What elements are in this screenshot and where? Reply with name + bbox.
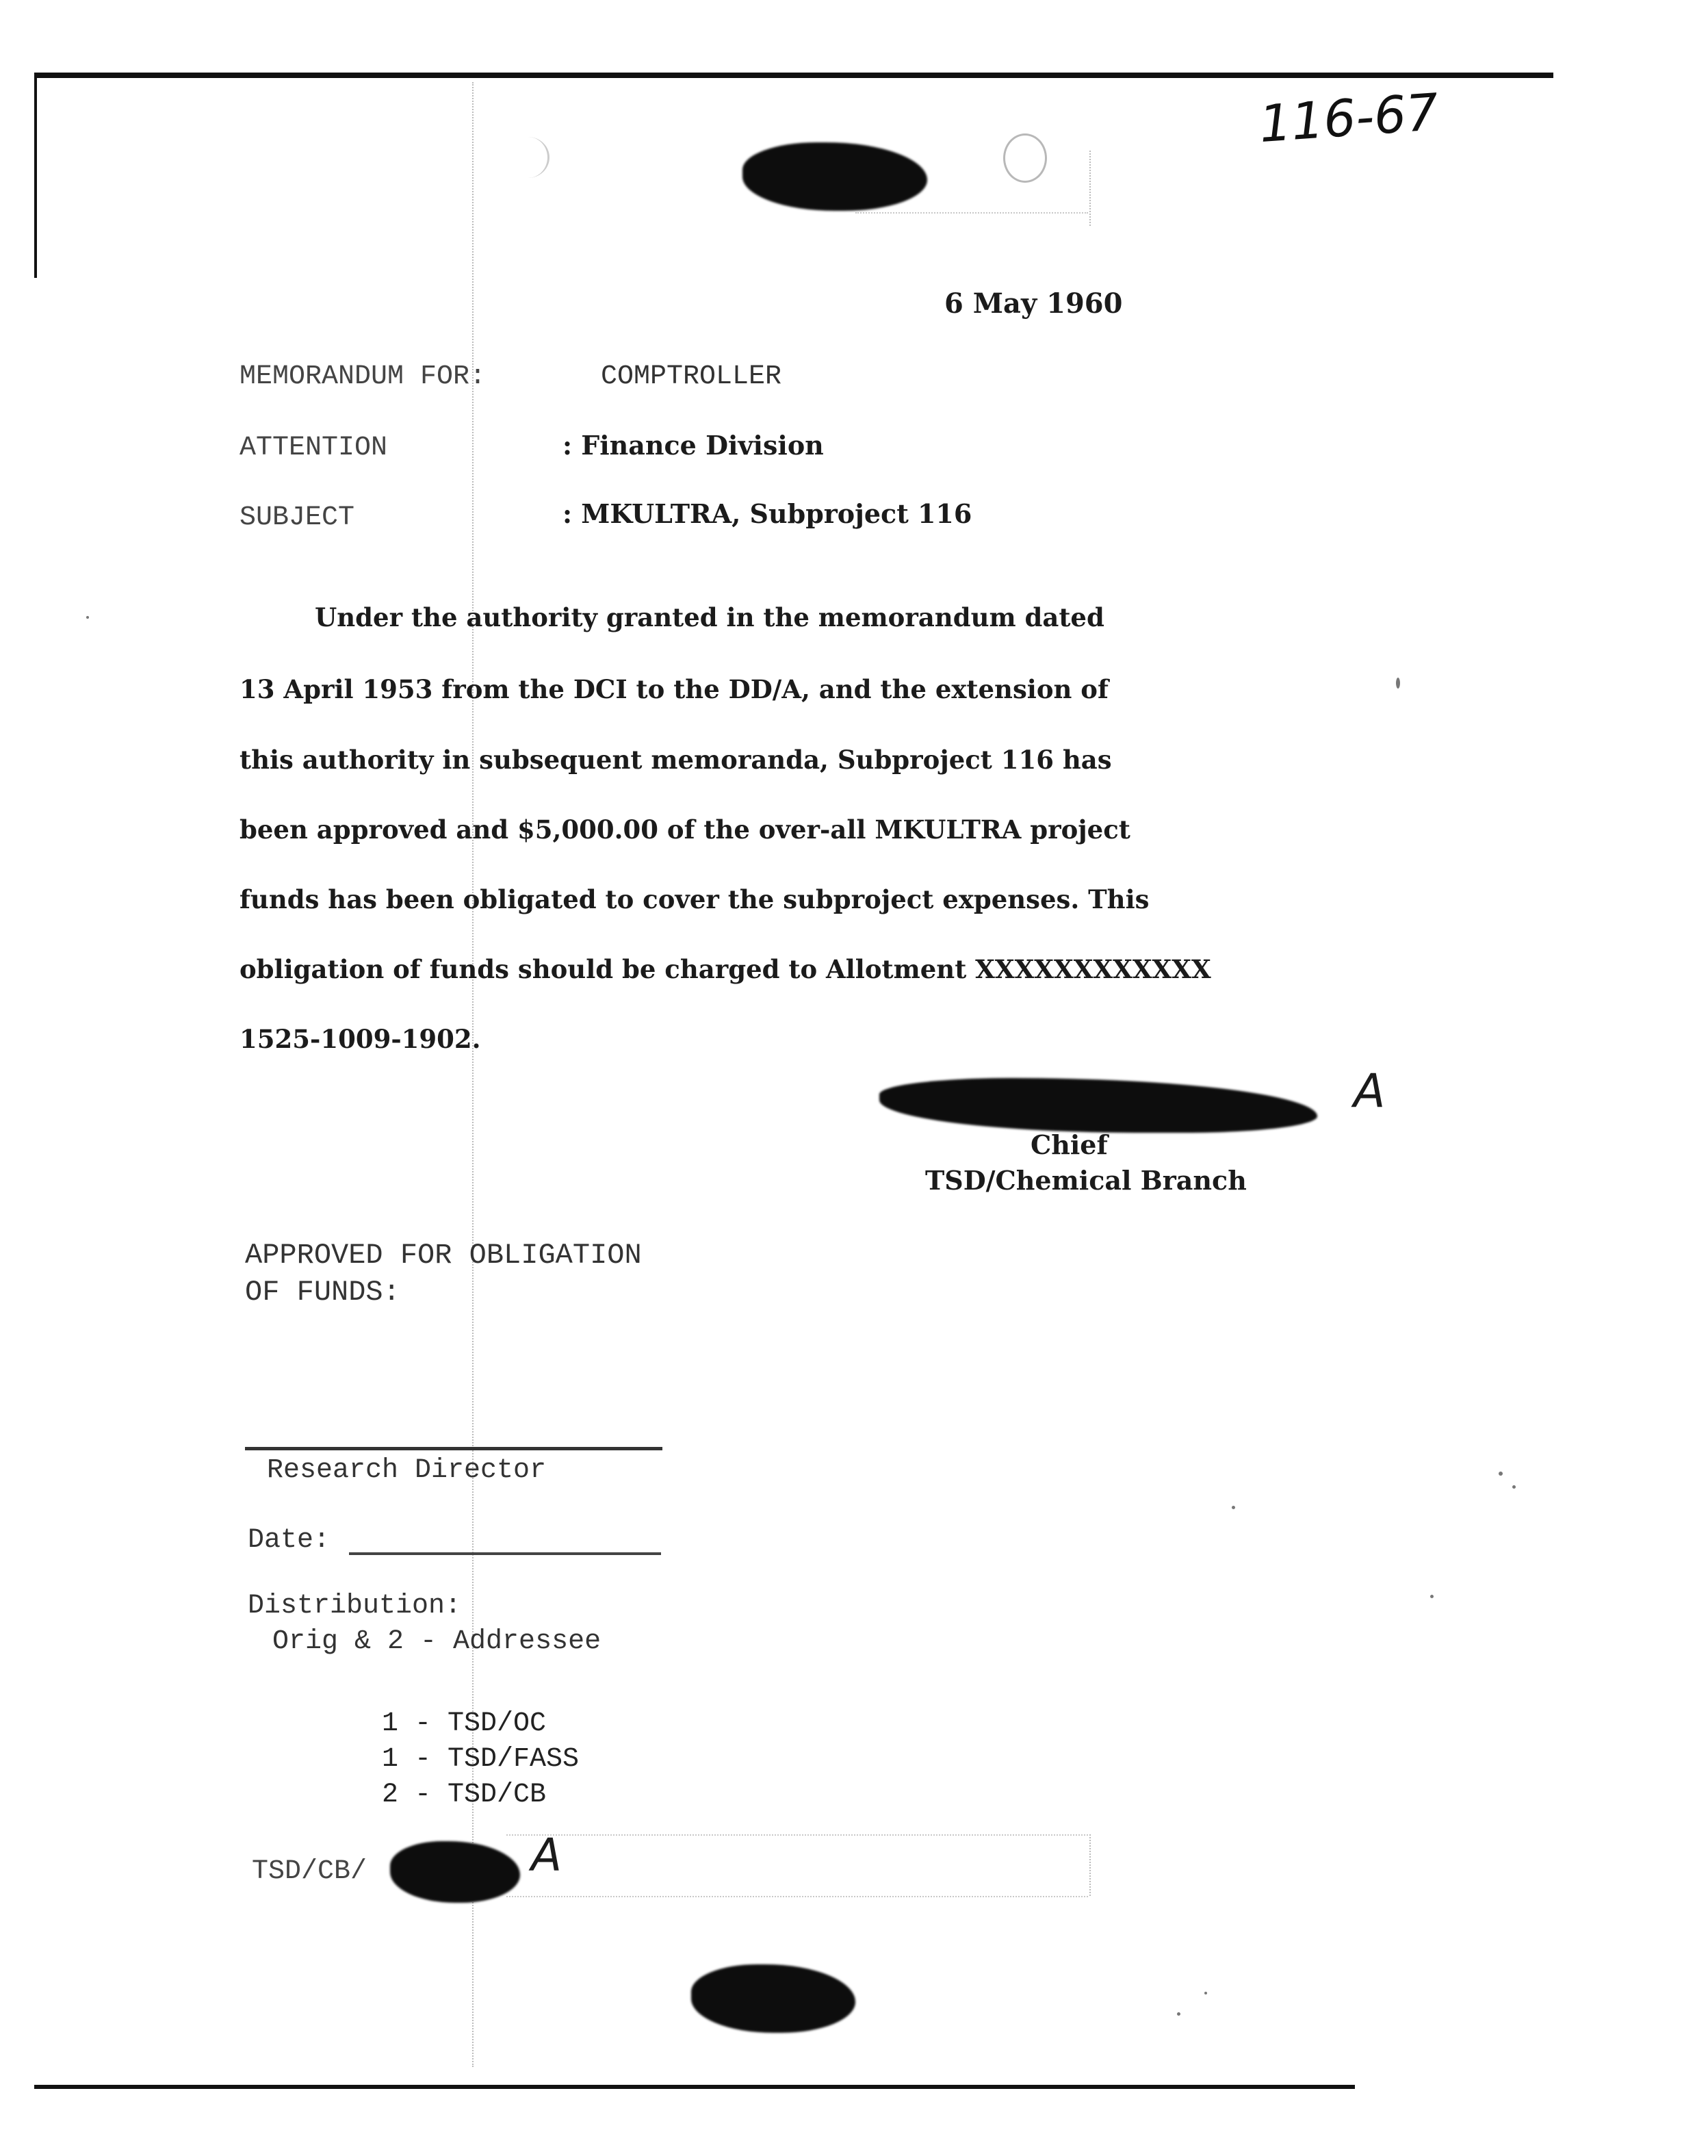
- top-redaction-block: [742, 142, 927, 211]
- attention-label: ATTENTION: [240, 433, 388, 463]
- approval-line-1: APPROVED FOR OBLIGATION: [245, 1239, 642, 1272]
- bottom-border-line: [34, 2085, 1355, 2089]
- scan-speck: [1232, 1506, 1235, 1509]
- body-line-2: 13 April 1953 from the DCI to the DD/A, and the extension of: [240, 674, 1109, 704]
- bottom-redaction-block: [691, 1964, 855, 2033]
- fold-line-vertical-right: [1089, 151, 1091, 226]
- distribution-label: Distribution:: [248, 1591, 462, 1621]
- attention-value: : Finance Division: [562, 430, 824, 461]
- body-line-5: funds has been obligated to cover the subproject expenses. This: [240, 884, 1150, 914]
- memo-date: 6 May 1960: [944, 287, 1123, 320]
- scan-speck: [1177, 2012, 1180, 2016]
- distribution-item-tsd-oc: 1 - TSD/OC: [382, 1708, 547, 1739]
- fold-line-horizontal-top: [855, 212, 1088, 214]
- handwritten-doc-number: 116-67: [1257, 82, 1440, 155]
- distribution-item-addressee: Orig & 2 - Addressee: [272, 1626, 601, 1657]
- distribution-item-tsd-cb: 2 - TSD/CB: [382, 1780, 547, 1810]
- approval-date-line: [349, 1552, 661, 1555]
- top-border-line: [34, 73, 1553, 78]
- fold-line-horizontal-bottom: [506, 1896, 1088, 1897]
- originator-label: TSD/CB/: [252, 1856, 367, 1887]
- scan-speck: [1430, 1595, 1434, 1598]
- body-line-1: Under the authority granted in the memorandum dated: [315, 602, 1104, 632]
- subject-value: : MKULTRA, Subproject 116: [562, 498, 972, 529]
- memorandum-for-label: MEMORANDUM FOR:: [240, 361, 487, 392]
- punch-hole-center-mark: [1003, 133, 1047, 183]
- left-border-line: [34, 73, 37, 278]
- scan-speck: [1204, 1992, 1207, 1994]
- originator-handwritten-mark: A: [531, 1829, 562, 1882]
- approval-line-2: OF FUNDS:: [245, 1276, 400, 1309]
- scan-speck: [1512, 1485, 1516, 1489]
- signature-title: Chief: [1031, 1129, 1108, 1160]
- fold-line-vertical-right-bottom: [1089, 1834, 1091, 1896]
- signature-handwritten-mark: A: [1354, 1064, 1386, 1118]
- research-director-signature-line: [245, 1447, 662, 1450]
- subject-label: SUBJECT: [240, 502, 355, 533]
- scan-speck: [1396, 678, 1400, 689]
- fold-line-horizontal: [506, 1834, 1088, 1836]
- body-line-4: been approved and $5,000.00 of the over-all MKULTRA project: [240, 814, 1130, 845]
- approval-date-label: Date:: [248, 1525, 331, 1556]
- originator-redaction-block: [390, 1841, 520, 1903]
- memorandum-for-value: COMPTROLLER: [601, 361, 782, 392]
- scan-speck: [86, 616, 89, 619]
- scan-speck: [1499, 1472, 1503, 1476]
- signature-office: TSD/Chemical Branch: [925, 1165, 1247, 1196]
- distribution-item-tsd-fass: 1 - TSD/FASS: [382, 1744, 580, 1775]
- body-line-6: obligation of funds should be charged to Allotment XXXXXXXXXXXX: [240, 954, 1211, 984]
- body-line-7: 1525-1009-1902.: [240, 1024, 481, 1054]
- research-director-label: Research Director: [267, 1455, 547, 1486]
- signature-redaction-block: [879, 1078, 1317, 1133]
- punch-hole-left-mark: [506, 137, 549, 178]
- body-line-3: this authority in subsequent memoranda, Subproject 116 has: [240, 745, 1112, 775]
